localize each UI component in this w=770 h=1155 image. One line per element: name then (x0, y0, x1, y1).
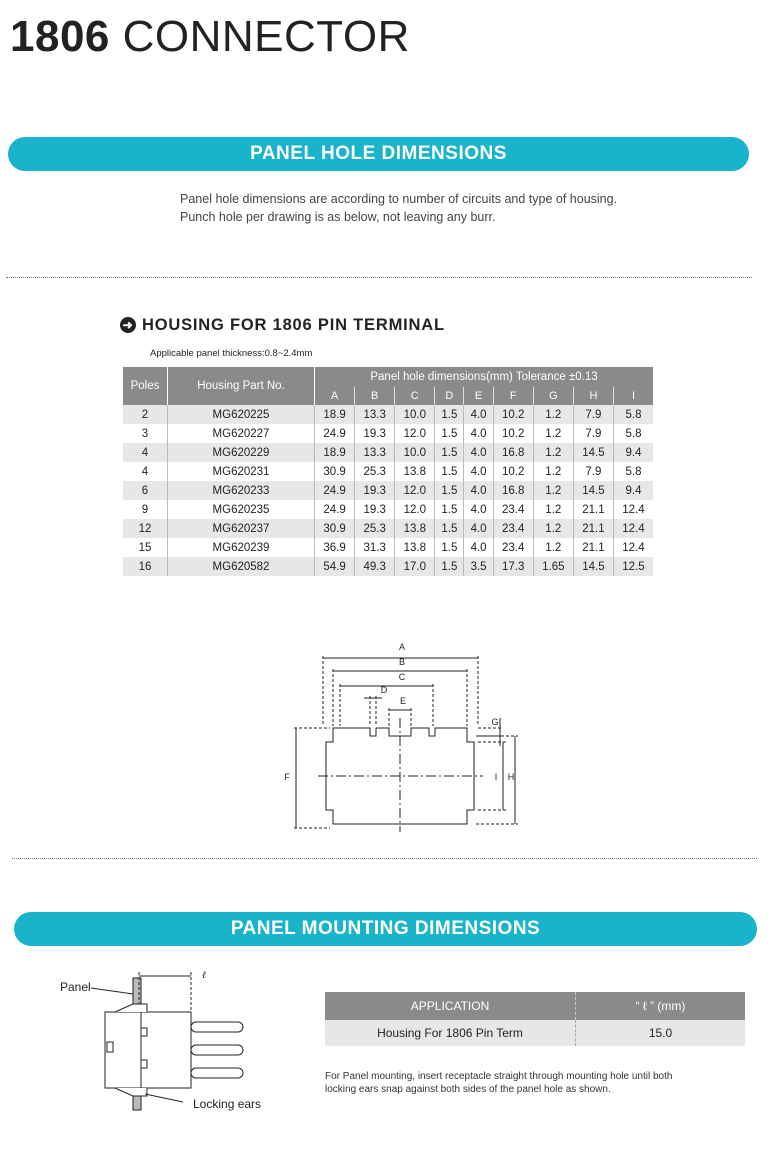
col-letter-header: G (533, 387, 573, 405)
dimension-cell: 1.5 (435, 424, 464, 443)
dimension-cell: 12.0 (395, 424, 435, 443)
mounting-note (325, 1070, 745, 1096)
dimension-cell: 1.5 (435, 481, 464, 500)
col-l-header: “ ℓ ” (mm) (576, 992, 746, 1020)
model-number: 1806 (10, 12, 110, 61)
dimension-cell: 1.2 (533, 500, 573, 519)
divider (6, 277, 752, 278)
mounting-note-line-1: For Panel mounting, insert receptacle straight through mounting hole until both (325, 1071, 673, 1082)
label-b: B (398, 657, 406, 667)
col-letter-header: C (395, 387, 435, 405)
part-number-cell: MG620239 (168, 538, 315, 557)
dimension-cell: 9.4 (613, 443, 653, 462)
dimension-cell: 1.5 (435, 557, 464, 576)
divider (12, 858, 757, 859)
dimension-cell: 16.8 (493, 481, 533, 500)
part-number-cell: MG620231 (168, 462, 315, 481)
table-row (123, 481, 653, 500)
panel-label: Panel (60, 980, 91, 994)
label-i: I (494, 772, 498, 782)
dimension-cell: 4.0 (464, 500, 493, 519)
dimension-cell: 1.2 (533, 481, 573, 500)
locking-ears-label: Locking ears (193, 1097, 262, 1111)
dimension-cell: 36.9 (315, 538, 355, 557)
dimension-cell: 1.2 (533, 443, 573, 462)
table-row (123, 443, 653, 462)
col-letter-header: H (573, 387, 613, 405)
dimension-cell: 1.2 (533, 405, 573, 424)
table-row (123, 405, 653, 424)
label-d: D (380, 685, 388, 695)
table-row (123, 424, 653, 443)
part-number-cell: MG620227 (168, 424, 315, 443)
dimension-cell: 24.9 (315, 500, 355, 519)
dimension-cell: 4.0 (464, 462, 493, 481)
application-value: Housing For 1806 Pin Term (325, 1020, 576, 1046)
dimension-cell: 25.3 (355, 519, 395, 538)
dimension-cell: 10.2 (493, 462, 533, 481)
dimension-cell: 1.5 (435, 462, 464, 481)
dimension-cell: 10.0 (395, 405, 435, 424)
col-dims-header: Panel hole dimensions(mm) Tolerance ±0.13 (315, 367, 654, 387)
label-f: F (284, 772, 290, 782)
dimension-cell: 1.2 (533, 538, 573, 557)
col-letter-header: E (464, 387, 493, 405)
dimension-cell: 18.9 (315, 443, 355, 462)
mounting-note-line-2: locking ears snap against both sides of the panel hole as shown. (325, 1084, 611, 1095)
col-letter-header: F (493, 387, 533, 405)
dimension-cell: 13.8 (395, 519, 435, 538)
dimension-cell: 5.8 (613, 424, 653, 443)
dimension-cell: 31.3 (355, 538, 395, 557)
dimension-cell: 10.2 (493, 424, 533, 443)
dimension-cell: 17.3 (493, 557, 533, 576)
arrow-right-icon: ➜ (120, 317, 136, 333)
dimension-cell: 1.5 (435, 500, 464, 519)
col-letter-header: I (613, 387, 653, 405)
dimension-cell: 4.0 (464, 538, 493, 557)
dimension-cell: 12.4 (613, 519, 653, 538)
intro-line-1: Panel hole dimensions are according to number of circuits and type of housing. (180, 192, 618, 206)
dimension-cell: 1.2 (533, 462, 573, 481)
dimension-cell: 1.2 (533, 424, 573, 443)
dimension-cell: 1.5 (435, 538, 464, 557)
dimension-cell: 14.5 (573, 557, 613, 576)
dimension-cell: 7.9 (573, 424, 613, 443)
table-row (123, 557, 653, 576)
col-letter-header: B (355, 387, 395, 405)
part-number-cell: MG620225 (168, 405, 315, 424)
dimension-cell: 12.5 (613, 557, 653, 576)
dimension-cell: 7.9 (573, 405, 613, 424)
poles-cell: 9 (123, 500, 168, 519)
label-g: G (491, 717, 499, 727)
poles-cell: 12 (123, 519, 168, 538)
dimension-cell: 21.1 (573, 519, 613, 538)
poles-cell: 4 (123, 462, 168, 481)
dimension-cell: 23.4 (493, 538, 533, 557)
col-letter-header: A (315, 387, 355, 405)
page-title (10, 12, 410, 62)
dimension-cell: 30.9 (315, 462, 355, 481)
col-letter-header: D (435, 387, 464, 405)
part-number-cell: MG620237 (168, 519, 315, 538)
table-row (123, 500, 653, 519)
dimension-cell: 13.8 (395, 538, 435, 557)
product-title: CONNECTOR (122, 12, 410, 61)
dimension-cell: 12.4 (613, 500, 653, 519)
table-row (123, 519, 653, 538)
dimension-cell: 12.4 (613, 538, 653, 557)
l-value: 15.0 (576, 1020, 746, 1046)
dimension-cell: 10.0 (395, 443, 435, 462)
dimension-cell: 13.3 (355, 405, 395, 424)
housing-section-title (120, 316, 445, 335)
col-poles-header: Poles (123, 367, 168, 405)
dimension-cell: 30.9 (315, 519, 355, 538)
dimension-cell: 18.9 (315, 405, 355, 424)
dimension-cell: 16.8 (493, 443, 533, 462)
dimension-cell: 4.0 (464, 405, 493, 424)
part-number-cell: MG620235 (168, 500, 315, 519)
dimension-cell: 1.5 (435, 405, 464, 424)
dimension-cell: 1.65 (533, 557, 573, 576)
dimension-cell: 19.3 (355, 481, 395, 500)
poles-cell: 16 (123, 557, 168, 576)
panel-thickness-note: Applicable panel thickness:0.8~2.4mm (150, 348, 313, 359)
part-number-cell: MG620229 (168, 443, 315, 462)
dimension-cell: 4.0 (464, 424, 493, 443)
label-e: E (399, 696, 407, 706)
dimension-cell: 24.9 (315, 481, 355, 500)
part-number-cell: MG620582 (168, 557, 315, 576)
label-a: A (398, 642, 406, 652)
dimension-cell: 5.8 (613, 462, 653, 481)
dimension-cell: 13.8 (395, 462, 435, 481)
housing-title-text: HOUSING FOR 1806 PIN TERMINAL (142, 316, 445, 334)
panel-mounting-banner: PANEL MOUNTING DIMENSIONS (14, 912, 757, 946)
l-symbol: ℓ (202, 970, 207, 981)
dimension-cell: 19.3 (355, 500, 395, 519)
intro-line-2: Punch hole per drawing is as below, not leaving any burr. (180, 210, 496, 224)
dimension-cell: 25.3 (355, 462, 395, 481)
dimension-cell: 1.2 (533, 519, 573, 538)
dimension-cell: 23.4 (493, 500, 533, 519)
dimension-cell: 7.9 (573, 462, 613, 481)
dimension-cell: 13.3 (355, 443, 395, 462)
dimension-cell: 5.8 (613, 405, 653, 424)
panel-hole-drawing (278, 638, 518, 838)
poles-cell: 6 (123, 481, 168, 500)
table-row (123, 462, 653, 481)
dimension-cell: 14.5 (573, 481, 613, 500)
poles-cell: 3 (123, 424, 168, 443)
dimension-cell: 14.5 (573, 443, 613, 462)
poles-cell: 4 (123, 443, 168, 462)
dimension-cell: 12.0 (395, 500, 435, 519)
dimension-cell: 21.1 (573, 500, 613, 519)
dimension-cell: 1.5 (435, 519, 464, 538)
table-row (123, 538, 653, 557)
dimension-cell: 9.4 (613, 481, 653, 500)
dimensions-table (123, 367, 653, 576)
dimension-cell: 49.3 (355, 557, 395, 576)
dimension-cell: 4.0 (464, 519, 493, 538)
intro-text (180, 190, 617, 226)
dimension-cell: 12.0 (395, 481, 435, 500)
dimension-cell: 17.0 (395, 557, 435, 576)
poles-cell: 15 (123, 538, 168, 557)
dimension-cell: 23.4 (493, 519, 533, 538)
dimension-cell: 19.3 (355, 424, 395, 443)
label-h: H (507, 772, 515, 782)
dimension-cell: 4.0 (464, 443, 493, 462)
application-table (325, 992, 745, 1046)
part-number-cell: MG620233 (168, 481, 315, 500)
dimension-cell: 1.5 (435, 443, 464, 462)
dimension-cell: 10.2 (493, 405, 533, 424)
dimension-cell: 24.9 (315, 424, 355, 443)
panel-hole-banner: PANEL HOLE DIMENSIONS (8, 137, 749, 171)
dimension-cell: 54.9 (315, 557, 355, 576)
dimension-cell: 21.1 (573, 538, 613, 557)
col-part-header: Housing Part No. (168, 367, 315, 405)
dimension-cell: 4.0 (464, 481, 493, 500)
label-c: C (398, 672, 406, 682)
dimension-cell: 3.5 (464, 557, 493, 576)
poles-cell: 2 (123, 405, 168, 424)
col-application-header: APPLICATION (325, 992, 576, 1020)
